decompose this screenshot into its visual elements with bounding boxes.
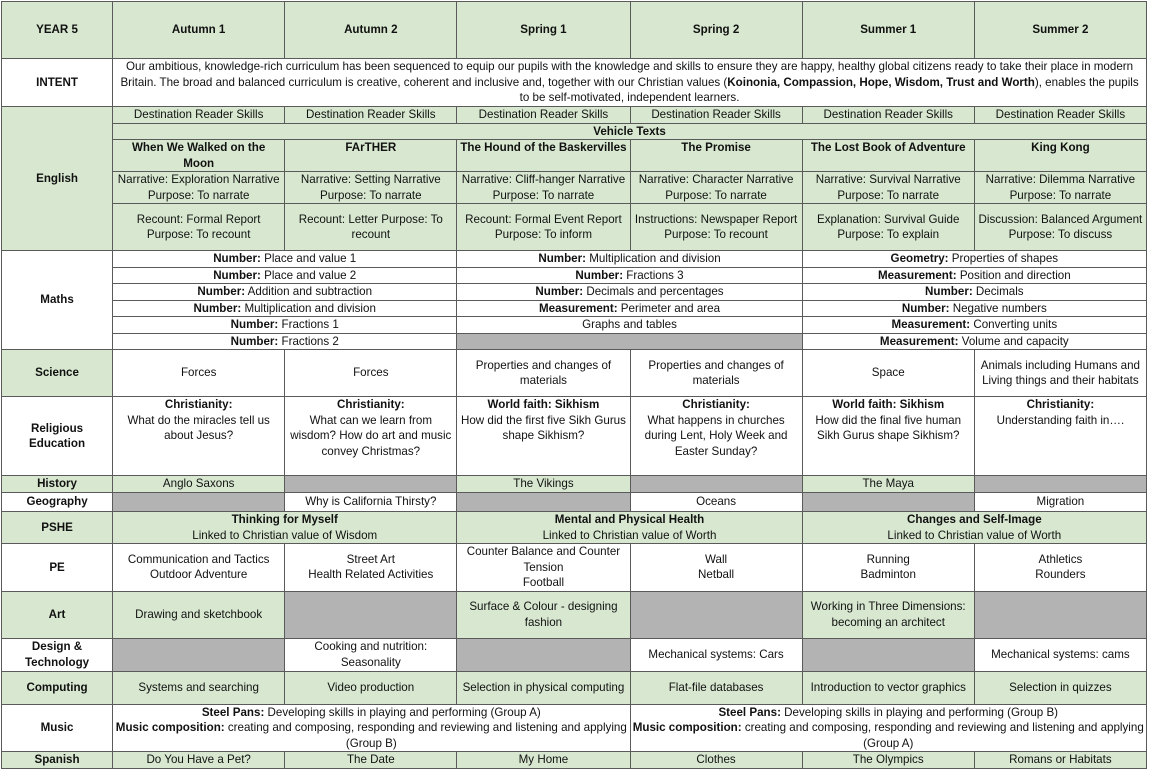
history-cell: Anglo Saxons [113,476,285,493]
music-label: Music [2,704,113,752]
re-cell: Christianity: Understanding faith in…. [974,397,1146,476]
spanish-cell: My Home [457,752,630,769]
geography-label: Geography [2,493,113,512]
maths-row [2,300,1147,317]
science-cell: Properties and changes of materials [630,350,802,397]
english-nonfiction: Recount: Formal Report Purpose: To recount [113,204,285,251]
science-cell: Space [802,350,974,397]
english-book: King Kong [974,140,1146,172]
english-book: FArTHER [285,140,457,172]
english-books-row [2,140,1147,172]
intent-text-a: Our ambitious, knowledge-rich curriculum has been sequenced to equip our pupils with the knowledge and skills to ensure they are happy, healthy global citizens ready to take their place in modern Britain. The broad and balanced curriculum is creative, coherent and inclusive and, together with our Christian values ( [120,60,1134,89]
english-nonfiction: Explanation: Survival Guide Purpose: To explain [802,204,974,251]
maths-topic: Measurement: Volume and capacity [802,333,1146,350]
pe-cell: Wall Netball [630,544,802,592]
spanish-cell: Romans or Habitats [974,752,1146,769]
english-vehicle-texts: Vehicle Texts [113,123,1147,140]
header-row [2,2,1147,59]
english-narrative-row [2,172,1147,204]
computing-cell: Video production [285,671,457,704]
maths-topic: Number: Multiplication and division [457,251,802,268]
maths-topic: Number: Addition and subtraction [113,284,457,301]
re-cell: Christianity: What do the miracles tell us about Jesus? [113,397,285,476]
maths-empty-cell [457,333,802,350]
maths-topic: Graphs and tables [457,317,802,334]
computing-cell: Selection in quizzes [974,671,1146,704]
dt-empty-cell [457,638,630,671]
english-vehicle-row [2,123,1147,140]
maths-topic: Number: Fractions 2 [113,333,457,350]
history-empty-cell [285,476,457,493]
maths-topic: Geometry: Properties of shapes [802,251,1146,268]
english-book: The Promise [630,140,802,172]
term-spring-1: Spring 1 [457,2,630,59]
computing-cell: Introduction to vector graphics [802,671,974,704]
art-label: Art [2,591,113,638]
art-empty-cell [285,591,457,638]
english-reader-cell: Destination Reader Skills [802,107,974,124]
english-narrative: Narrative: Character Narrative Purpose: To narrate [630,172,802,204]
english-narrative: Narrative: Survival Narrative Purpose: To narrate [802,172,974,204]
music-group-b: Steel Pans: Developing skills in playing and performing (Group B) Music composition: creating and composing, responding and reviewing and listening and applying (Group A) [630,704,1146,752]
english-reader-cell: Destination Reader Skills [457,107,630,124]
english-nonfiction: Instructions: Newspaper Report Purpose: To recount [630,204,802,251]
pe-cell: Athletics Rounders [974,544,1146,592]
english-book: The Hound of the Baskervilles [457,140,630,172]
re-row [2,397,1147,476]
term-summer-2: Summer 2 [974,2,1146,59]
english-nonfiction: Recount: Letter Purpose: To recount [285,204,457,251]
pe-cell: Counter Balance and Counter Tension Football [457,544,630,592]
art-cell: Working in Three Dimensions: becoming an architect [802,591,974,638]
dt-empty-cell [113,638,285,671]
pe-cell: Street Art Health Related Activities [285,544,457,592]
pshe-autumn: Thinking for Myself Linked to Christian value of Wisdom [113,512,457,544]
maths-topic: Number: Place and value 1 [113,251,457,268]
science-cell: Properties and changes of materials [457,350,630,397]
science-label: Science [2,350,113,397]
spanish-cell: Do You Have a Pet? [113,752,285,769]
re-cell: World faith: Sikhism How did the first five Sikh Gurus shape Sikhism? [457,397,630,476]
computing-cell: Systems and searching [113,671,285,704]
dt-cell: Cooking and nutrition: Seasonality [285,638,457,671]
maths-topic: Measurement: Perimeter and area [457,300,802,317]
computing-label: Computing [2,671,113,704]
pe-label: PE [2,544,113,592]
computing-cell: Flat-file databases [630,671,802,704]
english-reader-cell: Destination Reader Skills [285,107,457,124]
english-nonfiction: Discussion: Balanced Argument Purpose: To discuss [974,204,1146,251]
intent-row [2,59,1147,107]
maths-topic: Number: Multiplication and division [113,300,457,317]
term-autumn-1: Autumn 1 [113,2,285,59]
intent-text-b: ), enables the pupils to be self-motivated, independent learners. [519,75,1139,105]
spanish-cell: The Olympics [802,752,974,769]
maths-row [2,267,1147,284]
intent-label: INTENT [2,59,113,107]
english-nonfiction-row [2,204,1147,251]
maths-row [2,251,1147,268]
dt-row [2,638,1147,671]
re-cell: Christianity: What can we learn from wisdom? How do art and music convey Christmas? [285,397,457,476]
maths-row [2,333,1147,350]
pe-row [2,544,1147,592]
dt-cell: Mechanical systems: cams [974,638,1146,671]
art-cell: Surface & Colour - designing fashion [457,591,630,638]
spanish-cell: Clothes [630,752,802,769]
curriculum-table [1,1,1147,769]
maths-topic: Measurement: Position and direction [802,267,1146,284]
geography-empty-cell [113,493,285,512]
re-cell: World faith: Sikhism How did the final five human Sikh Gurus shape Sikhism? [802,397,974,476]
pshe-summer: Changes and Self-Image Linked to Christian value of Worth [802,512,1146,544]
english-book: The Lost Book of Adventure [802,140,974,172]
term-autumn-2: Autumn 2 [285,2,457,59]
computing-cell: Selection in physical computing [457,671,630,704]
geography-cell: Oceans [630,493,802,512]
science-cell: Forces [285,350,457,397]
intent-text [113,59,1147,107]
spanish-row [2,752,1147,769]
maths-row [2,317,1147,334]
art-empty-cell [974,591,1146,638]
history-empty-cell [630,476,802,493]
art-empty-cell [630,591,802,638]
english-reader-row [2,107,1147,124]
term-spring-2: Spring 2 [630,2,802,59]
pshe-label: PSHE [2,512,113,544]
english-book: When We Walked on the Moon [113,140,285,172]
pe-cell: Communication and Tactics Outdoor Adventure [113,544,285,592]
re-cell: Christianity: What happens in churches during Lent, Holy Week and Easter Sunday? [630,397,802,476]
maths-topic: Number: Decimals and percentages [457,284,802,301]
maths-topic: Number: Fractions 1 [113,317,457,334]
english-narrative: Narrative: Setting Narrative Purpose: To narrate [285,172,457,204]
science-cell: Animals including Humans and Living things and their habitats [974,350,1146,397]
english-narrative: Narrative: Dilemma Narrative Purpose: To narrate [974,172,1146,204]
english-reader-cell: Destination Reader Skills [113,107,285,124]
year-title: YEAR 5 [2,2,113,59]
dt-label: Design & Technology [2,638,113,671]
history-empty-cell [974,476,1146,493]
english-label: English [2,107,113,251]
history-cell: The Maya [802,476,974,493]
maths-topic: Number: Negative numbers [802,300,1146,317]
spanish-cell: The Date [285,752,457,769]
english-nonfiction: Recount: Formal Event Report Purpose: To inform [457,204,630,251]
term-summer-1: Summer 1 [802,2,974,59]
history-row [2,476,1147,493]
pe-cell: Running Badminton [802,544,974,592]
maths-row [2,284,1147,301]
re-label: Religious Education [2,397,113,476]
geography-empty-cell [457,493,630,512]
history-label: History [2,476,113,493]
art-cell: Drawing and sketchbook [113,591,285,638]
maths-topic: Number: Fractions 3 [457,267,802,284]
geography-empty-cell [802,493,974,512]
spanish-label: Spanish [2,752,113,769]
geography-row [2,493,1147,512]
english-reader-cell: Destination Reader Skills [630,107,802,124]
maths-topic: Number: Place and value 2 [113,267,457,284]
geography-cell: Migration [974,493,1146,512]
art-row [2,591,1147,638]
geography-cell: Why is California Thirsty? [285,493,457,512]
science-cell: Forces [113,350,285,397]
pshe-row [2,512,1147,544]
english-reader-cell: Destination Reader Skills [974,107,1146,124]
music-group-a: Steel Pans: Developing skills in playing and performing (Group A) Music composition: creating and composing, responding and reviewing and listening and applying (Group B) [113,704,630,752]
dt-cell: Mechanical systems: Cars [630,638,802,671]
dt-empty-cell [802,638,974,671]
science-row [2,350,1147,397]
computing-row [2,671,1147,704]
pshe-spring: Mental and Physical Health Linked to Christian value of Worth [457,512,802,544]
intent-values: Koinonia, Compassion, Hope, Wisdom, Trust and Worth [727,75,1035,89]
maths-topic: Measurement: Converting units [802,317,1146,334]
english-narrative: Narrative: Cliff-hanger Narrative Purpose: To narrate [457,172,630,204]
history-cell: The Vikings [457,476,630,493]
music-row [2,704,1147,752]
maths-label: Maths [2,251,113,350]
maths-topic: Number: Decimals [802,284,1146,301]
english-narrative: Narrative: Exploration Narrative Purpose: To narrate [113,172,285,204]
